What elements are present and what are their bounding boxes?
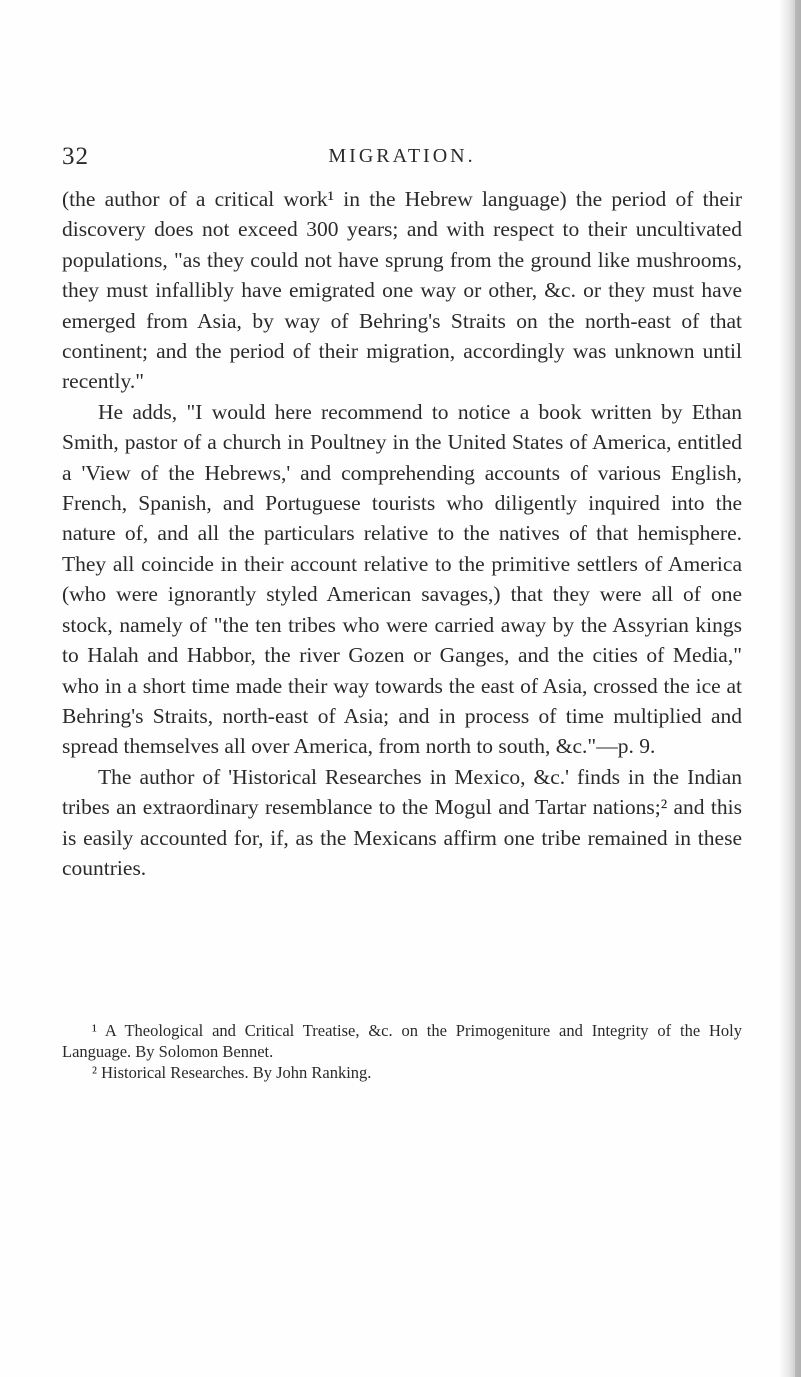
running-head: MIGRATION. — [328, 145, 476, 167]
page-edge-dark — [795, 0, 801, 1377]
paragraph-2: He adds, "I would here recommend to notice a book written by Ethan Smith, pastor of a church in Poultney in the United States of America, entitled a 'View of the Hebrews,' and comprehending accounts of various English, French, Spanish, and Portuguese tourists who diligently inquired into the nature of, and all the particulars relative to the natives of that hemisphere. They all coincide in their account relative to the primitive settlers of America (who were ignorantly styled American savages,) that they were all of one stock, namely of "the ten tribes who were carried away by the Assyrian kings to Halah and Habbor, the river Gozen or Ganges, and the cities of Media," who in a short time made their way towards the east of Asia, crossed the ice at Behring's Straits, north-east of Asia; and in process of time multiplied and spread themselves all over America, from north to south, &c."—p. 9. — [62, 399, 742, 759]
page-header — [62, 143, 742, 177]
body-text — [62, 184, 742, 883]
paragraph-3: The author of 'Historical Researches in Mexico, &c.' finds in the Indian tribes an extraordinary resemblance to the Mogul and Tartar nations;² and this is easily accounted for, if, as the Mexicans affirm one tribe remained in these countries. — [62, 764, 742, 880]
page-number: 32 — [62, 143, 89, 170]
footnote-1: ¹ A Theological and Critical Treatise, &c. on the Primogeniture and Integrity of the Holy Language. By Solomon Bennet. — [62, 1021, 742, 1061]
paragraph-1: (the author of a critical work¹ in the Hebrew language) the period of their discovery does not exceed 300 years; and with respect to their uncultivated populations, "as they could not have sprung from the ground like mushrooms, they must infallibly have emigrated one way or other, &c. or they must have emerged from Asia, by way of Behring's Straits on the north-east of that continent; and the period of their migration, accordingly was unknown until recently." — [62, 187, 742, 394]
footnote-2: ² Historical Researches. By John Ranking. — [92, 1063, 372, 1082]
footnotes — [62, 1020, 742, 1083]
